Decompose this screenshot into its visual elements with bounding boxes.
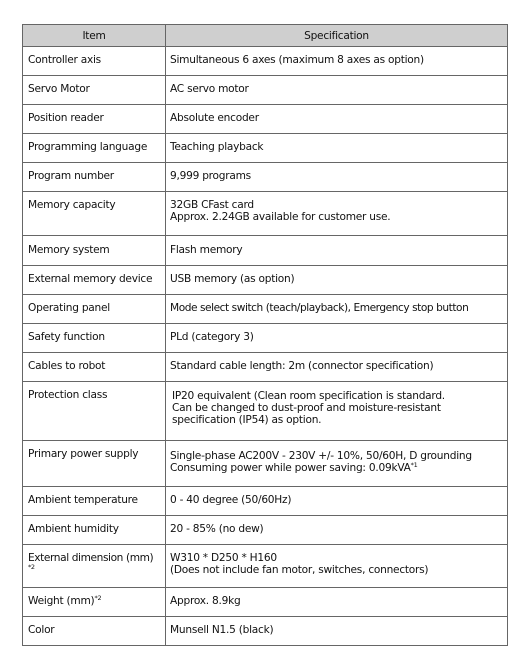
table-row xyxy=(23,487,508,516)
spec-cell: 0 - 40 degree (50/60Hz) xyxy=(166,487,508,516)
table-row xyxy=(23,134,508,163)
table-row xyxy=(23,441,508,487)
table-row xyxy=(23,76,508,105)
spec-cell: 9,999 programs xyxy=(166,163,508,192)
table-row xyxy=(23,236,508,266)
item-column-header: Item xyxy=(23,25,166,47)
table-row xyxy=(23,382,508,441)
item-cell: Programming language xyxy=(23,134,166,163)
item-cell: Program number xyxy=(23,163,166,192)
item-cell: Position reader xyxy=(23,105,166,134)
footnote-marker: *2 xyxy=(94,594,102,602)
item-cell: External memory device xyxy=(23,266,166,295)
spec-cell: PLd (category 3) xyxy=(166,324,508,353)
table-row xyxy=(23,295,508,324)
spec-cell: Approx. 8.9kg xyxy=(166,588,508,617)
item-cell: Controller axis xyxy=(23,47,166,76)
header-row xyxy=(23,25,508,47)
specification-column-header: Specification xyxy=(166,25,508,47)
spec-cell: Flash memory xyxy=(166,236,508,266)
item-cell: Servo Motor xyxy=(23,76,166,105)
item-cell: Ambient temperature xyxy=(23,487,166,516)
item-cell: Operating panel xyxy=(23,295,166,324)
table-row xyxy=(23,617,508,646)
table-row xyxy=(23,516,508,545)
spec-cell: Absolute encoder xyxy=(166,105,508,134)
specification-table xyxy=(22,24,508,646)
item-cell: Cables to robot xyxy=(23,353,166,382)
table-row xyxy=(23,353,508,382)
spec-cell: Mode select switch (teach/playback), Emergency stop button xyxy=(166,295,508,324)
spec-cell: IP20 equivalent (Clean room specification is standard. Can be changed to dust-proof and moisture-resistant specification (IP54) as option. xyxy=(166,382,508,441)
table-row xyxy=(23,545,508,588)
table-row xyxy=(23,47,508,76)
spec-cell: W310 * D250 * H160 (Does not include fan motor, switches, connectors) xyxy=(166,545,508,588)
table-row xyxy=(23,192,508,236)
table-row xyxy=(23,105,508,134)
table-row xyxy=(23,324,508,353)
spec-cell: USB memory (as option) xyxy=(166,266,508,295)
item-cell: External dimension (mm) $^{*2}$ xyxy=(23,545,166,588)
spec-cell: 32GB CFast card Approx. 2.24GB available for customer use. xyxy=(166,192,508,236)
footnote-marker: *2 xyxy=(28,563,35,571)
item-cell: Primary power supply xyxy=(23,441,166,487)
item-cell: Memory capacity xyxy=(23,192,166,236)
spec-cell: Simultaneous 6 axes (maximum 8 axes as option) xyxy=(166,47,508,76)
spec-cell: 20 - 85% (no dew) xyxy=(166,516,508,545)
spec-cell: Munsell N1.5 (black) xyxy=(166,617,508,646)
table-row xyxy=(23,266,508,295)
spec-cell: AC servo motor xyxy=(166,76,508,105)
item-cell: Color xyxy=(23,617,166,646)
footnote-marker: *1 xyxy=(410,461,418,469)
item-cell: Weight (mm)$^{*2}$ xyxy=(23,588,166,617)
table-row xyxy=(23,163,508,192)
item-cell: Ambient humidity xyxy=(23,516,166,545)
table-row xyxy=(23,588,508,617)
item-cell: Safety function xyxy=(23,324,166,353)
spec-cell: Standard cable length: 2m (connector specification) xyxy=(166,353,508,382)
item-cell: Protection class xyxy=(23,382,166,441)
spec-cell: Single-phase AC200V - 230V +/- 10%, 50/60H, D grounding Consuming power while power saving: 0.09kVA$^{*1}$ xyxy=(166,441,508,487)
item-cell: Memory system xyxy=(23,236,166,266)
spec-cell: Teaching playback xyxy=(166,134,508,163)
